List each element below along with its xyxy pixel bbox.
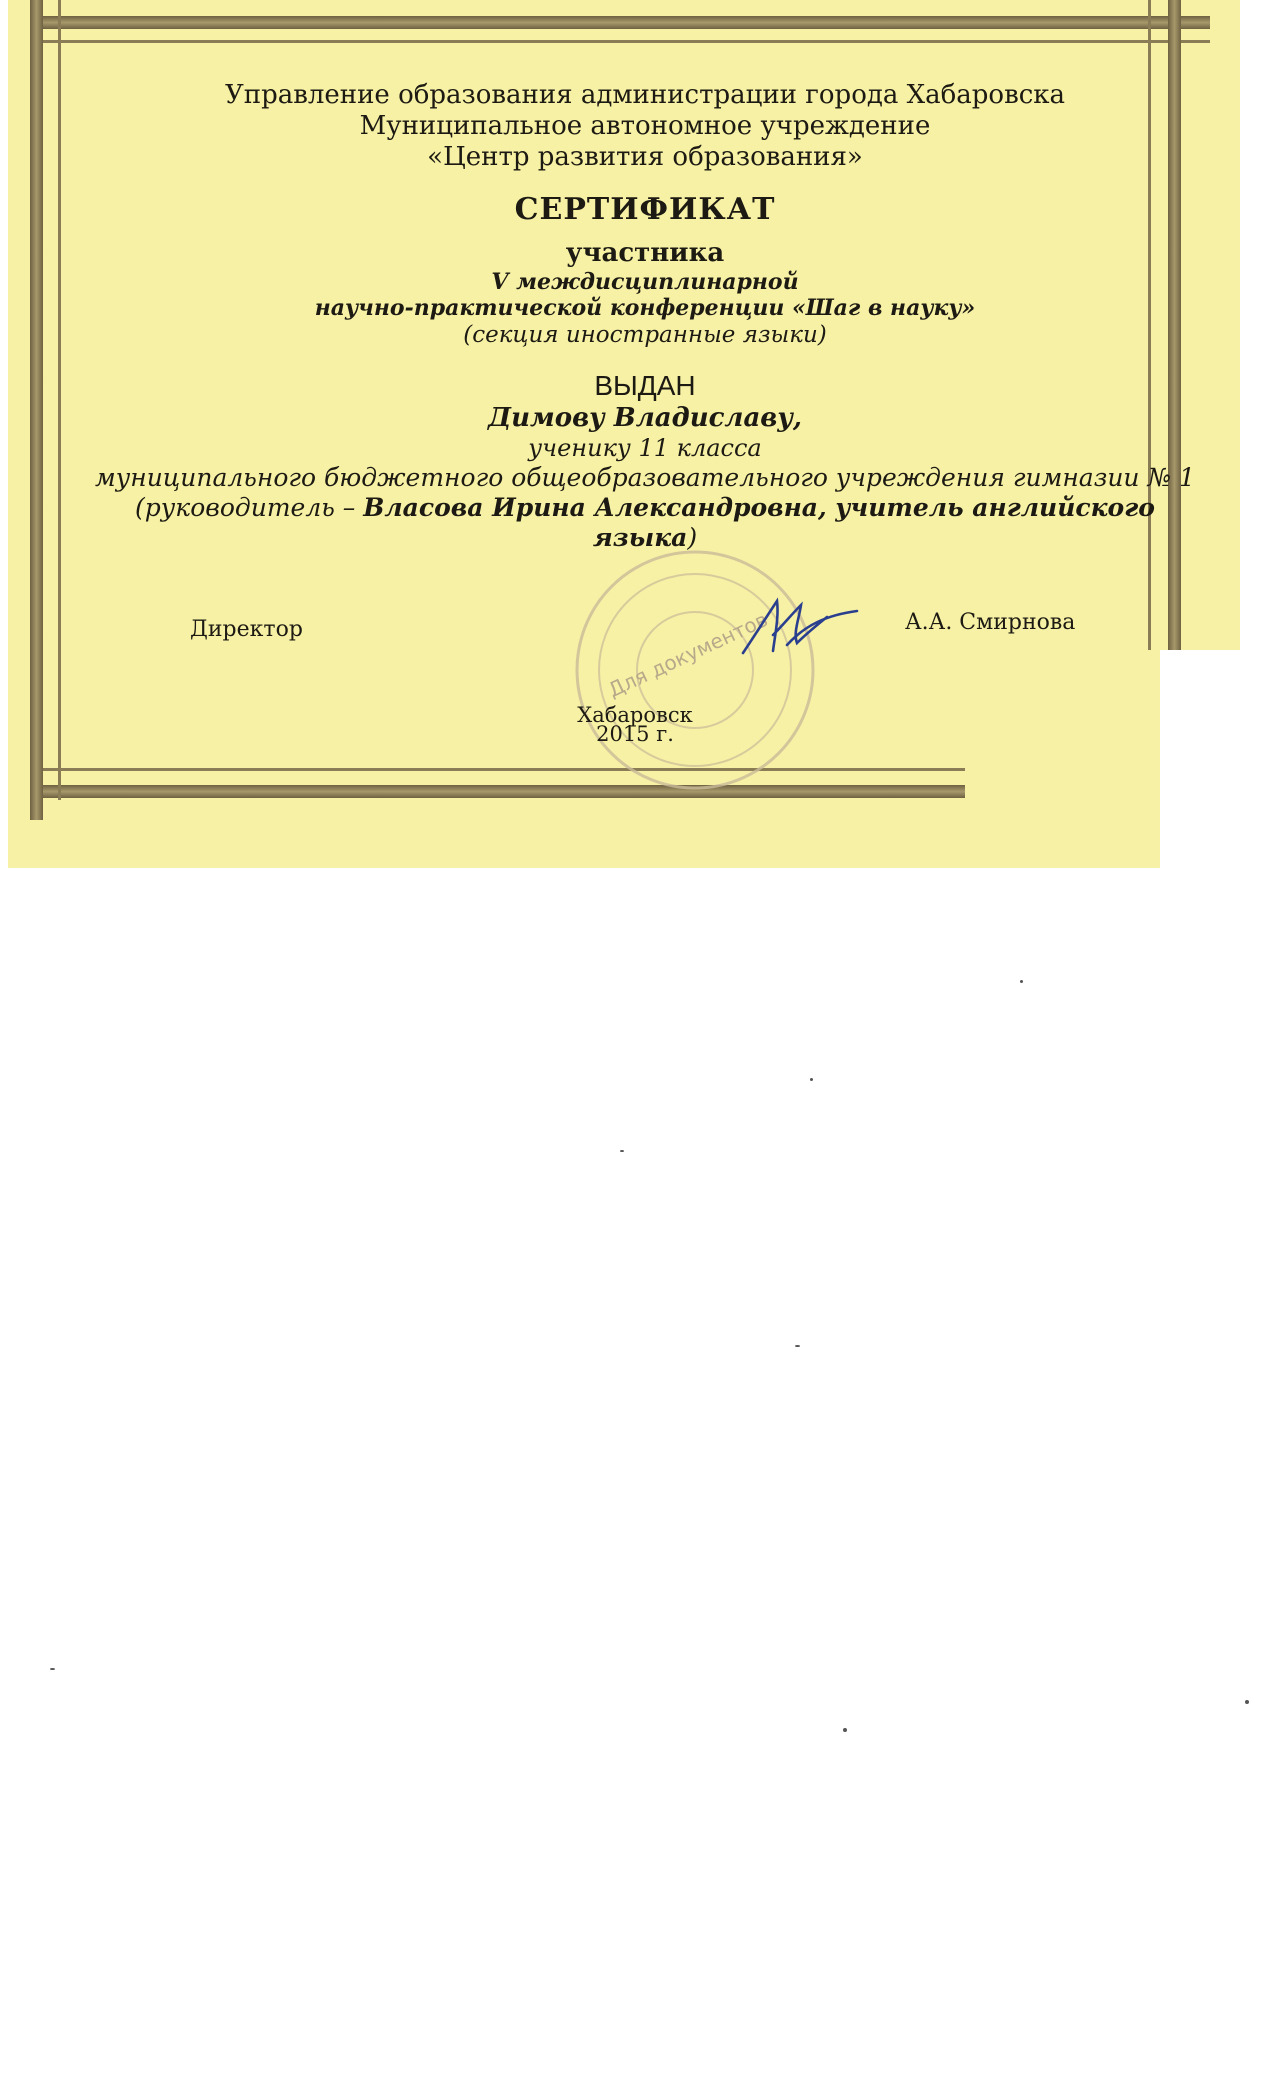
supervisor-prefix: (руководитель – xyxy=(135,492,364,522)
supervisor-line xyxy=(90,493,1200,553)
scan-speck xyxy=(620,1150,624,1152)
supervisor-suffix: ) xyxy=(687,522,698,552)
organization-stamp xyxy=(565,540,825,800)
participant-label: участника xyxy=(565,237,725,268)
certificate-body xyxy=(90,80,1200,553)
scan-speck xyxy=(843,1728,847,1732)
conference-edition: V междисциплинарной xyxy=(491,268,799,295)
frame-top-line xyxy=(30,40,1210,43)
paper-torn-corner xyxy=(1160,650,1275,870)
issue-city: Хабаровск xyxy=(577,703,693,727)
issuing-authority: Управление образования администрации города Хабаровска xyxy=(224,80,1066,110)
supervisor-name: Власова Ирина Александровна, учитель английского языка xyxy=(363,492,1155,552)
recipient-grade: ученику 11 класса xyxy=(528,433,762,462)
institution-name: «Центр развития образования» xyxy=(427,142,863,173)
scan-speck xyxy=(795,1345,800,1347)
certificate-title: СЕРТИФИКАТ xyxy=(514,191,776,227)
issue-year: 2015 г. xyxy=(596,722,674,746)
frame-top-bar xyxy=(30,16,1210,29)
issued-label: ВЫДАН xyxy=(594,370,696,402)
conference-section: (секция иностранные языки) xyxy=(463,321,827,348)
director-label: Директор xyxy=(190,617,303,642)
scan-speck xyxy=(1020,980,1023,983)
scan-speck xyxy=(50,1668,55,1670)
scan-speck xyxy=(810,1078,813,1081)
scan-speck xyxy=(1245,1700,1249,1704)
stamp-text: Для документов xyxy=(604,607,772,703)
school-name: муниципального бюджетного общеобразовательного учреждения гимназии № 1 xyxy=(95,462,1195,492)
director-name: А.А. Смирнова xyxy=(905,610,1076,635)
director-signature xyxy=(735,595,865,665)
recipient-name: Димову Владиславу, xyxy=(488,402,802,433)
institution-type: Муниципальное автономное учреждение xyxy=(359,111,931,142)
conference-name: научно-практической конференции «Шаг в науку» xyxy=(314,295,976,322)
frame-left-bar xyxy=(30,0,43,820)
frame-left-line xyxy=(58,0,61,800)
